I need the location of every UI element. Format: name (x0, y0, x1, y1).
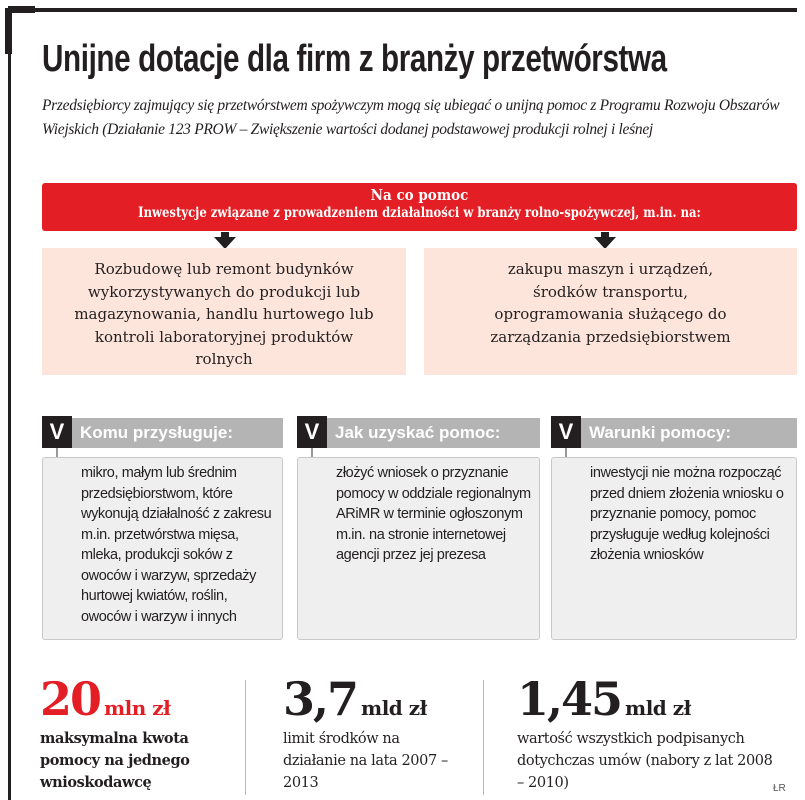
section-box-eligibility: mikro, małym lub średnim przedsiębiorstwom, które wykonują działalność z zakresu m.in. przetwórstwa mięsa, mleka, produkcji soków z owoców i warzyw, sprzedaży hurtowej kwiatów, roślin, owoców i warzyw i innych (42, 457, 283, 640)
stat-signed-contracts (517, 672, 792, 794)
stat-value: 3,7 (283, 672, 358, 726)
stat-unit: mln zł (104, 696, 171, 720)
author-credit: ŁR (773, 783, 786, 794)
section-header-how-to-apply: Jak uzyskać pomoc: (297, 418, 540, 448)
banner-text: Inwestycje związane z prowadzeniem działalności w branży rolno-spożywczej, m.in. na: (138, 205, 701, 221)
stat-unit: mld zł (625, 696, 691, 720)
stat-value-line (517, 672, 792, 726)
frame-left-rule (8, 8, 11, 800)
target-box-machines: zakupu maszyn i urządzeń, środków transportu, oprogramowania służącego do zarządzania przedsiębiorstwem (424, 248, 797, 375)
check-icon: V (297, 416, 327, 448)
stat-value: 20 (40, 672, 101, 726)
frame-corner-cap (8, 6, 35, 13)
stat-caption: limit środków na działanie na lata 2007 – 2013 (283, 731, 448, 791)
stat-unit: mld zł (361, 696, 427, 720)
stat-value-line (40, 672, 240, 726)
divider (245, 680, 246, 795)
page-title: Unijne dotacje dla firm z branży przetwórstwa (42, 38, 667, 80)
banner-heading: Na co pomoc (370, 186, 469, 204)
section-header-conditions: Warunki pomocy: (551, 418, 797, 448)
frame-corner-accent (5, 8, 12, 54)
check-icon: V (42, 416, 72, 448)
stat-budget-limit (283, 672, 473, 794)
divider (483, 680, 484, 795)
section-header-eligibility: Komu przysługuje: (42, 418, 283, 448)
check-icon: V (551, 416, 581, 448)
stat-caption: wartość wszystkich podpisanych dotychczas umów (nabory z lat 2008 – 2010) (517, 731, 773, 791)
subtitle: Przedsiębiorcy zajmujący się przetwórstwem spożywczym mogą się ubiegać o unijną pomoc z Programu Rozwoju Obszarów Wiejskich (Działanie 123 PROW – Zwiększenie wartości dodanej podstawowej produkcji rolnej i leśnej (42, 97, 780, 138)
section-box-conditions: inwestycji nie można rozpocząć przed dniem złożenia wniosku o przyznanie pomocy, pomoc przysługuje według kolejności złożenia wniosków (551, 457, 797, 640)
stat-max-amount (40, 672, 240, 794)
section-box-how-to-apply: złożyć wniosek o przyznanie pomocy w oddziale regionalnym ARiMR w terminie ogłoszonym m.in. na stronie internetowej agencji przez jej prezesa (297, 457, 540, 640)
stat-value: 1,45 (517, 672, 622, 726)
frame-top-rule (8, 8, 797, 12)
stat-caption: maksymalna kwota pomocy na jednego wnioskodawcę (40, 730, 190, 791)
target-box-buildings: Rozbudowę lub remont budynków wykorzystywanych do produkcji lub magazynowania, handlu hurtowego lub kontroli laboratoryjnej produktów rolnych (42, 248, 406, 375)
banner (42, 183, 797, 231)
stat-value-line (283, 672, 473, 726)
